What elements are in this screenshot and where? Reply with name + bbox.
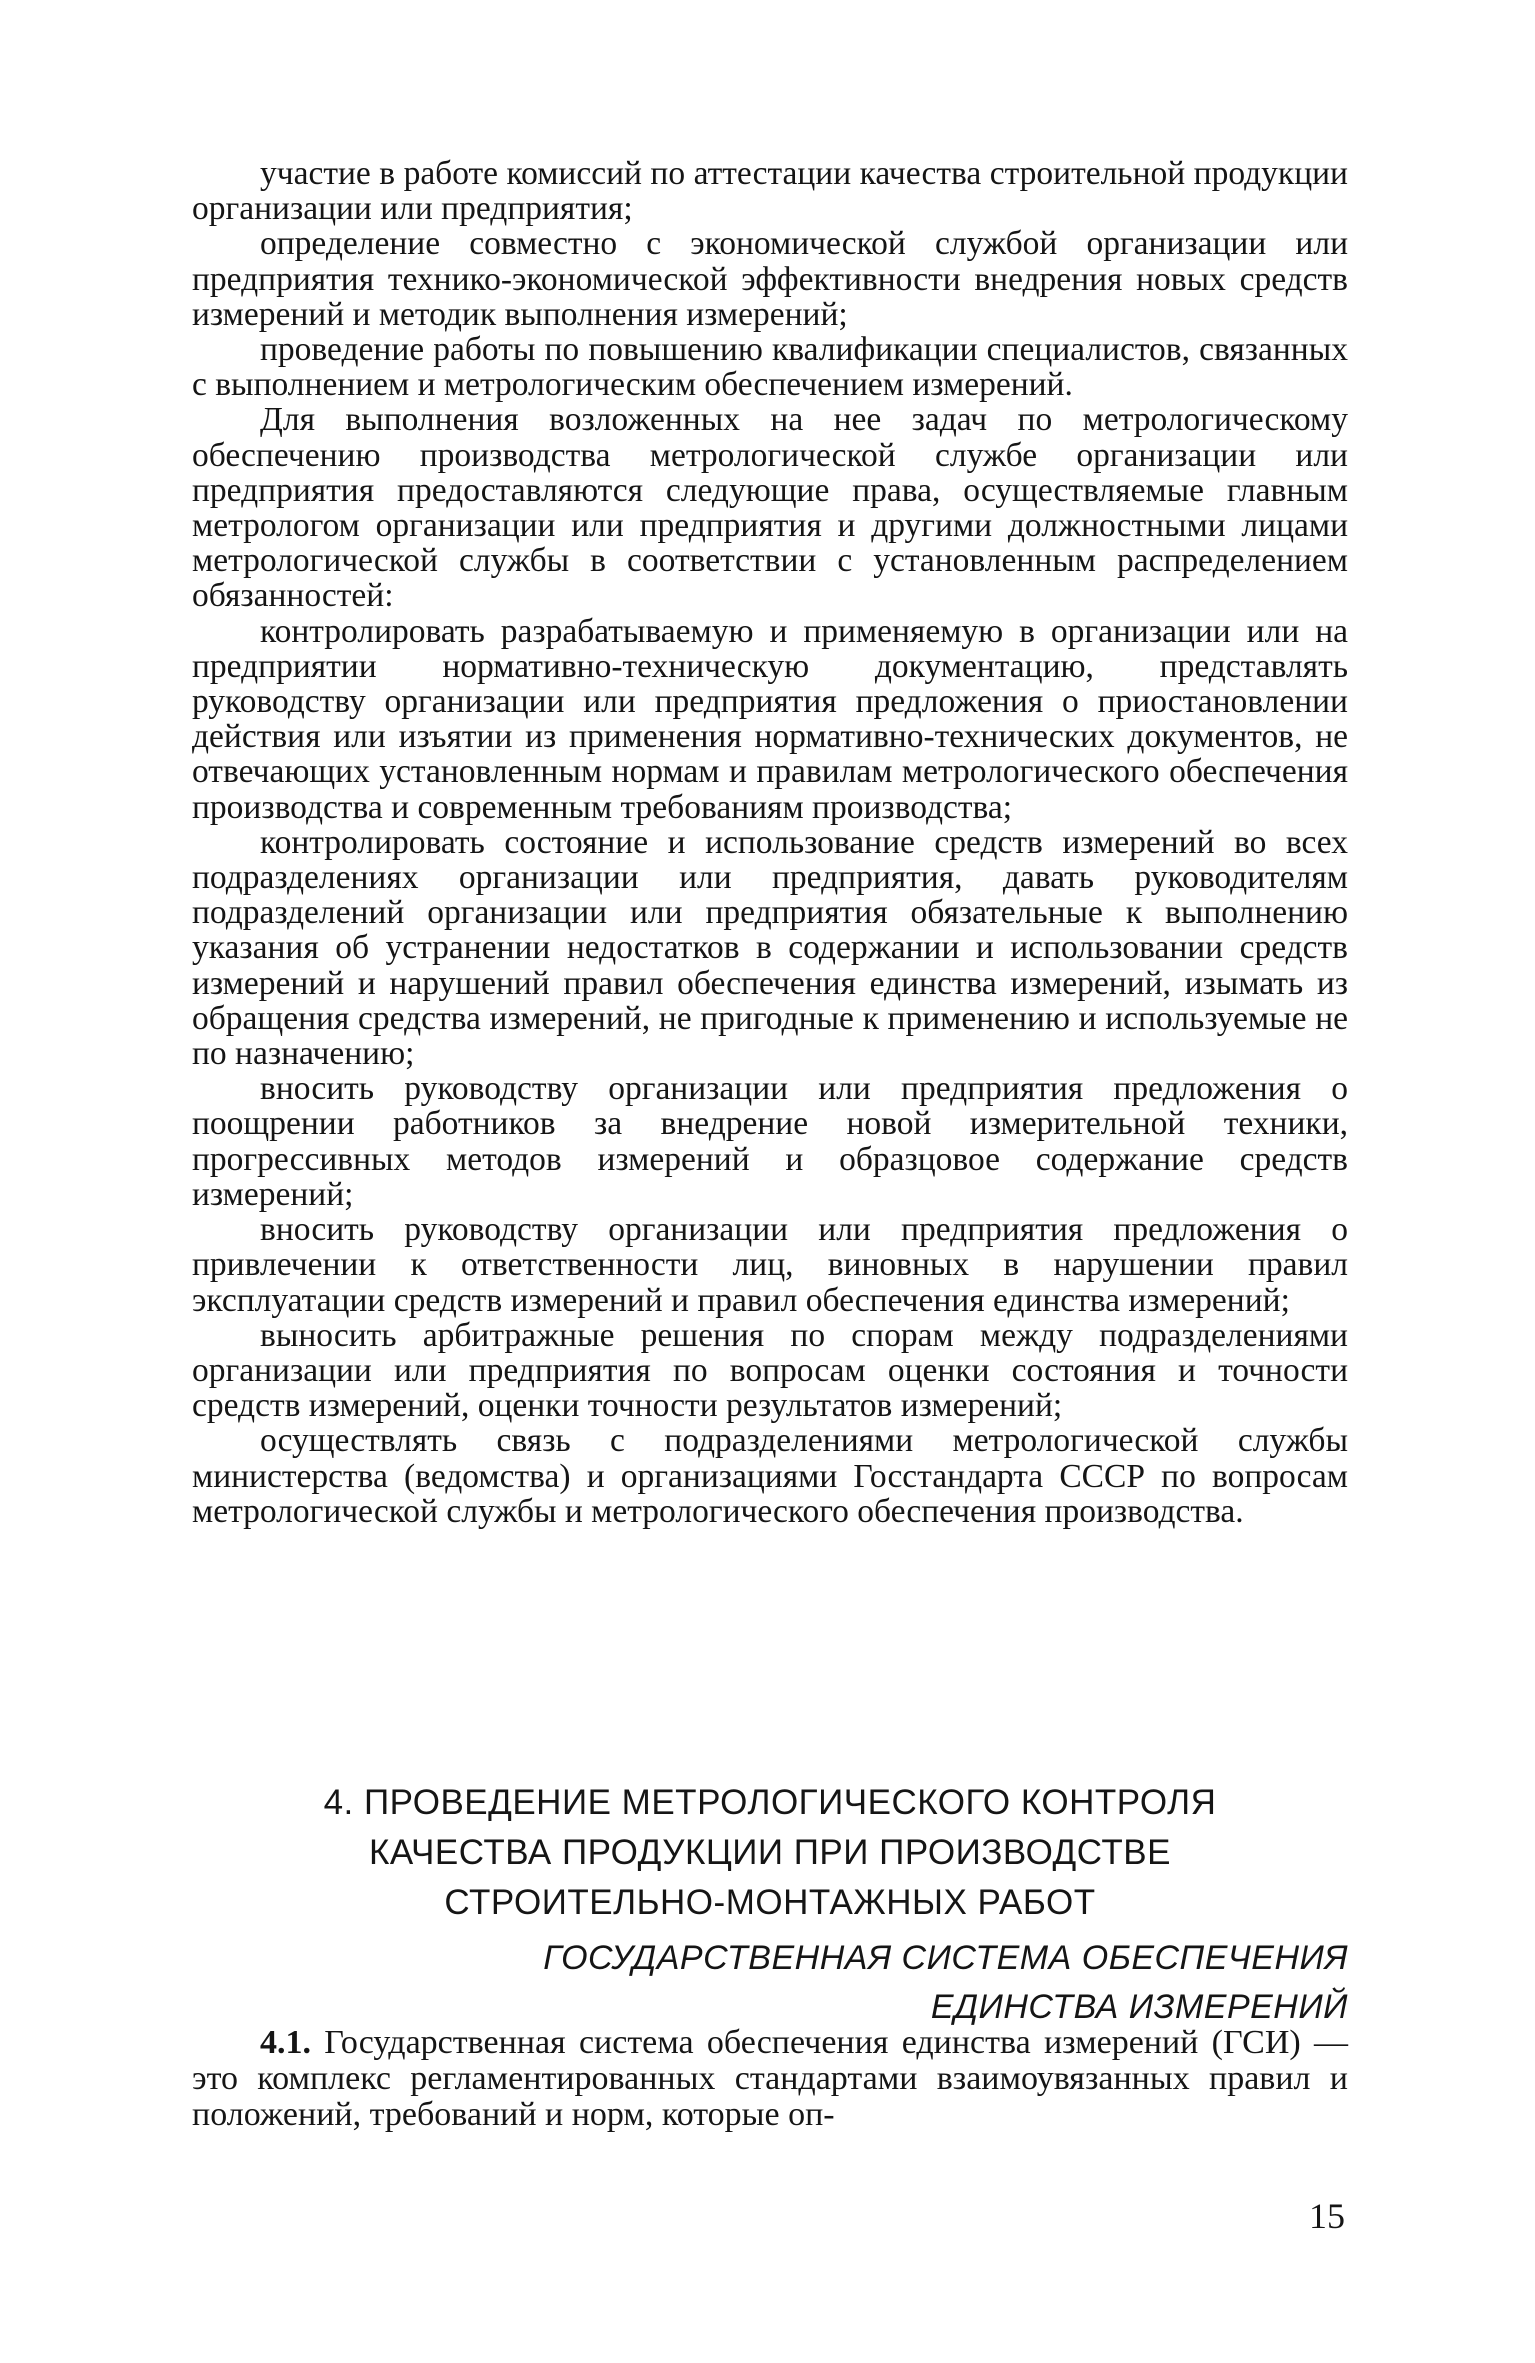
- paragraph: контролировать состояние и использование средств измерений во всех подразделениях организации или предприятия, давать руководителям подразделений организации или предприятия обязательные к выполнению указания об устранении недостатков в содержании и использовании средств измерений и нарушений правил обеспечения единства измерений, изымать из обращения средства измерений, не пригодные к применению и используемые не по назначению;: [192, 823, 1348, 1073]
- page-number: 15: [1309, 2196, 1345, 2236]
- body-text: [192, 156, 1348, 1529]
- clause-paragraph: [192, 2025, 1348, 2133]
- paragraph: Для выполнения возложенных на нее задач по метрологическому обеспечению производства метрологической службе организации или предприятия предоставляются следующие права, осуществляемые главным метрологом организации или предприятия и другими должностными лицами метрологической службы в соответствии с установленным распределением обязанностей:: [192, 401, 1348, 615]
- paragraph: осуществлять связь с подразделениями метрологической службы министерства (ведомства) и организациями Госстандарта СССР по вопросам метрологической службы и метрологического обеспечения производства.: [192, 1422, 1348, 1530]
- paragraph: выносить арбитражные решения по спорам между подразделениями организации или предприятия по вопросам оценки состояния и точности средств измерений, оценки точности результатов измерений;: [192, 1316, 1348, 1425]
- paragraph: участие в работе комиссий по аттестации качества строительной продукции организации или предприятия;: [192, 155, 1348, 228]
- paragraph: проведение работы по повышению квалификации специалистов, связанных с выполнением и метрологическим обеспечением измерений.: [192, 331, 1348, 404]
- section-heading-line: КАЧЕСТВА ПРОДУКЦИИ ПРИ ПРОИЗВОДСТВЕ: [369, 1833, 1171, 1872]
- section-heading-line: 4. ПРОВЕДЕНИЕ МЕТРОЛОГИЧЕСКОГО КОНТРОЛЯ: [323, 1783, 1217, 1822]
- paragraph: определение совместно с экономической службой организации или предприятия технико-экономической эффективности внедрения новых средств измерений и методик выполнения измерений;: [192, 225, 1348, 333]
- section-text: [192, 2025, 1348, 2133]
- section-subheading: [192, 1934, 1348, 2032]
- section-subheading-line: ЕДИНСТВА ИЗМЕРЕНИЙ: [930, 1988, 1348, 2026]
- section-heading-line: СТРОИТЕЛЬНО-МОНТАЖНЫХ РАБОТ: [444, 1883, 1096, 1922]
- paragraph: вносить руководству организации или предприятия предложения о привлечении к ответственности лиц, виновных в нарушении правил эксплуатации средств измерений и правил обеспечения единства измерений;: [192, 1211, 1348, 1319]
- paragraph: контролировать разрабатываемую и применяемую в организации или на предприятии нормативно-техническую документацию, представлять руководству организации или предприятия предложения о приостановлении действия или изъятии из применения нормативно-технических документов, не отвечающих установленным нормам и правилам метрологического обеспечения производства и современным требованиям производства;: [192, 612, 1348, 826]
- clause-number: 4.1.: [260, 2024, 311, 2061]
- clause-text: Государственная система обеспечения единства измерений (ГСИ) — это комплекс регламентированных стандартами взаимоувязанных правил и положений, требований и норм, которые оп-: [192, 2024, 1348, 2133]
- paragraph: вносить руководству организации или предприятия предложения о поощрении работников за внедрение новой измерительной техники, прогрессивных методов измерений и образцовое содержание средств измерений;: [192, 1070, 1348, 1213]
- section-subheading-line: ГОСУДАРСТВЕННАЯ СИСТЕМА ОБЕСПЕЧЕНИЯ: [543, 1939, 1348, 1977]
- section-heading: [192, 1778, 1348, 1928]
